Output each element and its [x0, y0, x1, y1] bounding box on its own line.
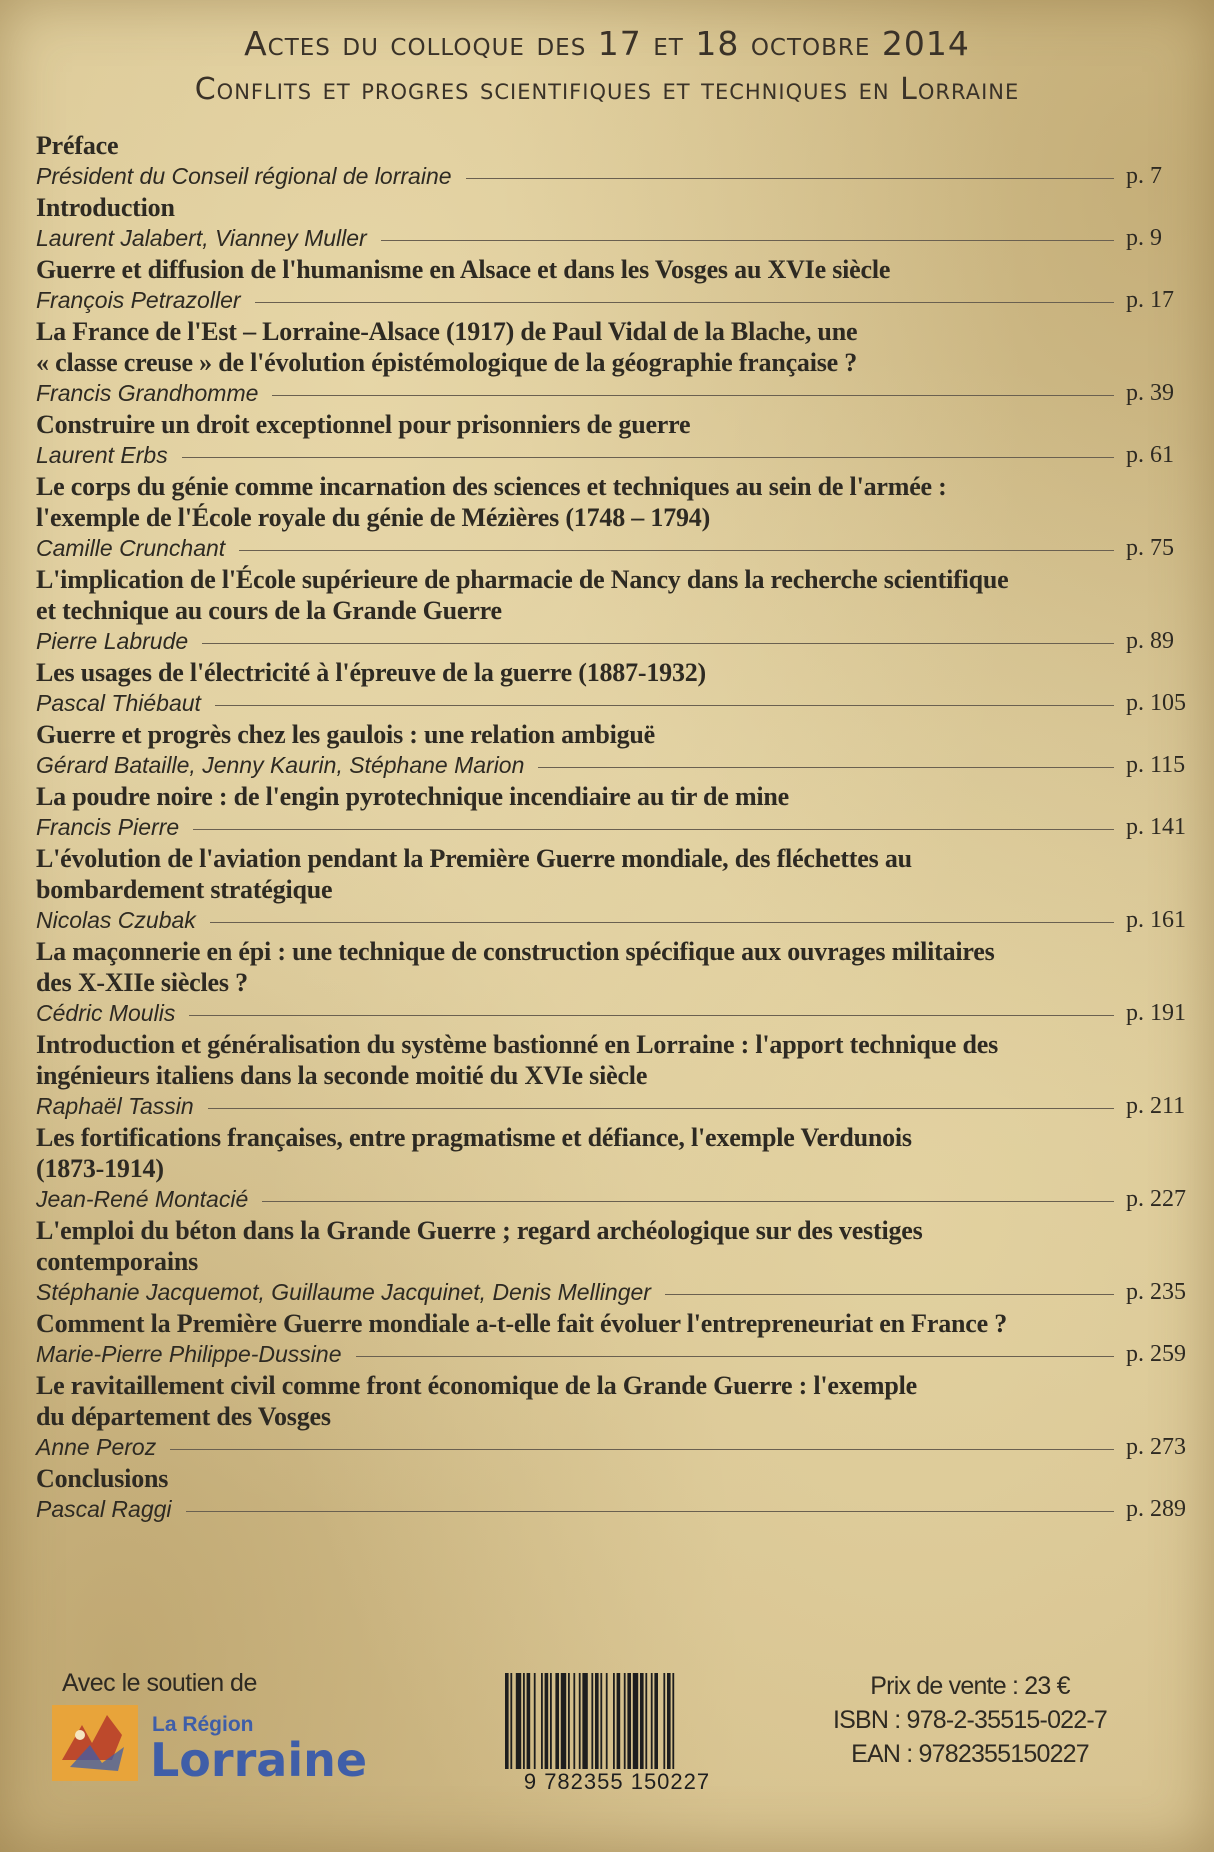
toc-entry-author: François Petrazoller: [36, 287, 241, 313]
price: Prix de vente : 23 €: [870, 1672, 1070, 1700]
toc-entry-title: Préface: [36, 131, 119, 160]
toc-entry: [36, 1370, 1196, 1463]
toc-entry-title: Le corps du génie comme incarnation des sciences et techniques au sein de l'armée :: [36, 472, 947, 501]
toc-entry: [36, 130, 1196, 192]
toc-entry-author-row: [36, 1339, 1196, 1370]
dot-leader: [381, 240, 1114, 241]
toc-entry-page: p. 259: [1126, 1341, 1186, 1367]
toc-entry-page: p. 39: [1126, 380, 1174, 406]
toc-entry-title: du département des Vosges: [36, 1402, 331, 1431]
toc-entry-author: Francis Pierre: [36, 814, 180, 840]
toc-entry-author: Cédric Moulis: [36, 1000, 176, 1026]
ean: EAN : 9782355150227: [851, 1740, 1089, 1768]
toc-entry-title: « classe creuse » de l'évolution épistémologique de la géographie française ?: [36, 348, 858, 377]
toc-entry-page: p. 115: [1126, 752, 1186, 778]
toc-entry: [36, 719, 1196, 781]
toc-entry-page: p. 289: [1126, 1496, 1186, 1522]
region-logo-icon: [52, 1705, 138, 1781]
dot-leader: [356, 1356, 1114, 1357]
toc-entry-author-row: [36, 1277, 1196, 1308]
toc-entry: [36, 1463, 1196, 1525]
toc-entry-title: La poudre noire : de l'engin pyrotechnique incendiaire au tir de mine: [36, 782, 790, 811]
toc-entry-page: p. 61: [1126, 442, 1174, 468]
dot-leader: [202, 643, 1114, 644]
toc-entry-author: Francis Grandhomme: [36, 380, 259, 406]
toc-entry-author: Marie-Pierre Philippe-Dussine: [36, 1341, 342, 1367]
toc-entry-author-row: [36, 161, 1196, 192]
toc-entry-title: Construire un droit exceptionnel pour prisonniers de guerre: [36, 410, 691, 439]
dot-leader: [186, 1511, 1114, 1512]
isbn: ISBN : 978-2-35515-022-7: [832, 1706, 1108, 1734]
toc-entry-page: p. 17: [1126, 287, 1174, 313]
dot-leader: [182, 457, 1114, 458]
toc-entry-title: ingénieurs italiens dans la seconde moitié du XVIe siècle: [36, 1061, 648, 1090]
toc-entry-page: p. 235: [1126, 1279, 1186, 1305]
toc-entry: [36, 1122, 1196, 1215]
footer: [0, 1665, 1214, 1815]
toc-entry-title: La maçonnerie en épi : une technique de construction spécifique aux ouvrages militaires: [36, 937, 995, 966]
toc-entry-title: et technique au cours de la Grande Guerre: [36, 596, 502, 625]
dot-leader: [272, 395, 1114, 396]
region-name-small: La Région: [152, 1713, 254, 1736]
toc-entry: [36, 1308, 1196, 1370]
toc-entry-author-row: [36, 1184, 1196, 1215]
dot-leader: [466, 178, 1114, 179]
dot-leader: [215, 705, 1114, 706]
toc-entry-author: Anne Peroz: [36, 1434, 157, 1460]
toc-entry-author: Gérard Bataille, Jenny Kaurin, Stéphane Marion: [36, 752, 525, 778]
toc-entry-page: p. 89: [1126, 628, 1174, 654]
barcode-digits: 9 782355 150227: [523, 1769, 711, 1794]
dot-leader: [262, 1201, 1114, 1202]
dot-leader: [208, 1108, 1114, 1109]
toc-entry-author-row: [36, 223, 1196, 254]
toc-entry-author: Nicolas Czubak: [36, 907, 196, 933]
toc-entry-title: contemporains: [36, 1247, 199, 1276]
toc-entry-author: Camille Crunchant: [36, 535, 226, 561]
toc-entry-author-row: [36, 812, 1196, 843]
toc-entry: [36, 1215, 1196, 1308]
toc-entry-page: p. 191: [1126, 1000, 1186, 1026]
toc-entry-author: Laurent Erbs: [36, 442, 168, 468]
toc-entry-title: La France de l'Est – Lorraine-Alsace (1917) de Paul Vidal de la Blache, une: [36, 317, 858, 346]
toc-entry-page: p. 227: [1126, 1186, 1186, 1212]
toc-entry-page: p. 7: [1126, 163, 1162, 189]
toc-entry-page: p. 75: [1126, 535, 1174, 561]
toc-entry: [36, 781, 1196, 843]
support-label: Avec le soutien de: [62, 1669, 257, 1697]
toc-entry: [36, 316, 1196, 409]
toc-entry-author: Jean-René Montacié: [36, 1186, 249, 1212]
toc-entry-page: p. 161: [1126, 907, 1186, 933]
toc-entry-title: Le ravitaillement civil comme front économique de la Grande Guerre : l'exemple: [36, 1371, 917, 1400]
toc-entry-title: Introduction et généralisation du système bastionné en Lorraine : l'apport technique des: [36, 1030, 998, 1059]
dot-leader: [538, 767, 1114, 768]
dot-leader: [239, 550, 1114, 551]
toc-entry-title: l'exemple de l'École royale du génie de Mézières (1748 – 1794): [36, 503, 711, 532]
toc-entry-author-row: [36, 285, 1196, 316]
toc-entry: [36, 1029, 1196, 1122]
toc-entry-author: Raphaël Tassin: [36, 1093, 194, 1119]
toc-entry-title: Les fortifications françaises, entre pragmatisme et défiance, l'exemple Verdunois: [36, 1123, 912, 1152]
toc-entry-author: Pascal Thiébaut: [36, 690, 201, 716]
toc-entry-page: p. 211: [1126, 1093, 1186, 1119]
toc-entry-author-row: [36, 998, 1196, 1029]
toc-entry-page: p. 105: [1126, 690, 1186, 716]
toc-entry-title: des X-XIIe siècles ?: [36, 968, 248, 997]
toc-entry-author-row: [36, 688, 1196, 719]
toc-entry-author: Président du Conseil régional de lorraine: [36, 163, 452, 189]
toc-entry-author-row: [36, 1432, 1196, 1463]
toc-entry-author: Laurent Jalabert, Vianney Muller: [36, 225, 367, 251]
toc-entry: [36, 936, 1196, 1029]
toc-entry: [36, 657, 1196, 719]
toc-entry: [36, 254, 1196, 316]
barcode-icon: [505, 1673, 735, 1781]
book-subtitle: Conflits et progres scientifiques et techniques en Lorraine: [194, 72, 1020, 107]
toc-entry-title: L'implication de l'École supérieure de pharmacie de Nancy dans la recherche scientifique: [36, 565, 1009, 594]
toc-entry-author-row: [36, 750, 1196, 781]
toc-entry-author-row: [36, 1091, 1196, 1122]
toc-entry: [36, 843, 1196, 936]
toc-entry-title: (1873-1914): [36, 1154, 164, 1183]
dot-leader: [189, 1015, 1114, 1016]
toc-entry-author-row: [36, 378, 1196, 409]
toc-entry-author: Stéphanie Jacquemot, Guillaume Jacquinet, Denis Mellinger: [36, 1279, 651, 1305]
toc-entry-page: p. 9: [1126, 225, 1162, 251]
dot-leader: [170, 1449, 1114, 1450]
toc-entry: [36, 564, 1196, 657]
toc-entry-title: L'emploi du béton dans la Grande Guerre ; regard archéologique sur des vestiges: [36, 1216, 923, 1245]
toc-entry-title: Guerre et diffusion de l'humanisme en Alsace et dans les Vosges au XVIe siècle: [36, 255, 891, 284]
toc-entry-page: p. 273: [1126, 1434, 1186, 1460]
toc-entry-author: Pascal Raggi: [36, 1496, 172, 1522]
toc-entry-author-row: [36, 905, 1196, 936]
toc-entry-author-row: [36, 626, 1196, 657]
toc-entry-title: bombardement stratégique: [36, 875, 333, 904]
toc-entry-author: Pierre Labrude: [36, 628, 189, 654]
dot-leader: [665, 1294, 1114, 1295]
toc-entry: [36, 409, 1196, 471]
toc-entry-page: p. 141: [1126, 814, 1186, 840]
toc-entry-title: Les usages de l'électricité à l'épreuve de la guerre (1887-1932): [36, 658, 707, 687]
colloquium-header: Actes du colloque des 17 et 18 octobre 2014: [244, 24, 970, 63]
toc-entry-title: Comment la Première Guerre mondiale a-t-elle fait évoluer l'entrepreneuriat en France ?: [36, 1309, 1008, 1338]
toc-entry-title: L'évolution de l'aviation pendant la Première Guerre mondiale, des fléchettes au: [36, 844, 912, 873]
toc-entry-author-row: [36, 533, 1196, 564]
toc-entry-author-row: [36, 440, 1196, 471]
toc-entry: [36, 471, 1196, 564]
toc-entry: [36, 192, 1196, 254]
dot-leader: [210, 922, 1114, 923]
toc-entry-title: Introduction: [36, 193, 175, 222]
toc-entry-title: Guerre et progrès chez les gaulois : une relation ambiguë: [36, 720, 656, 749]
dot-leader: [255, 302, 1114, 303]
toc-entry-title: Conclusions: [36, 1464, 169, 1493]
price-block: [820, 1669, 1120, 1771]
table-of-contents: [36, 130, 1196, 1525]
toc-entry-author-row: [36, 1494, 1196, 1525]
region-name-large: Lorraine: [150, 1733, 368, 1787]
dot-leader: [193, 829, 1114, 830]
